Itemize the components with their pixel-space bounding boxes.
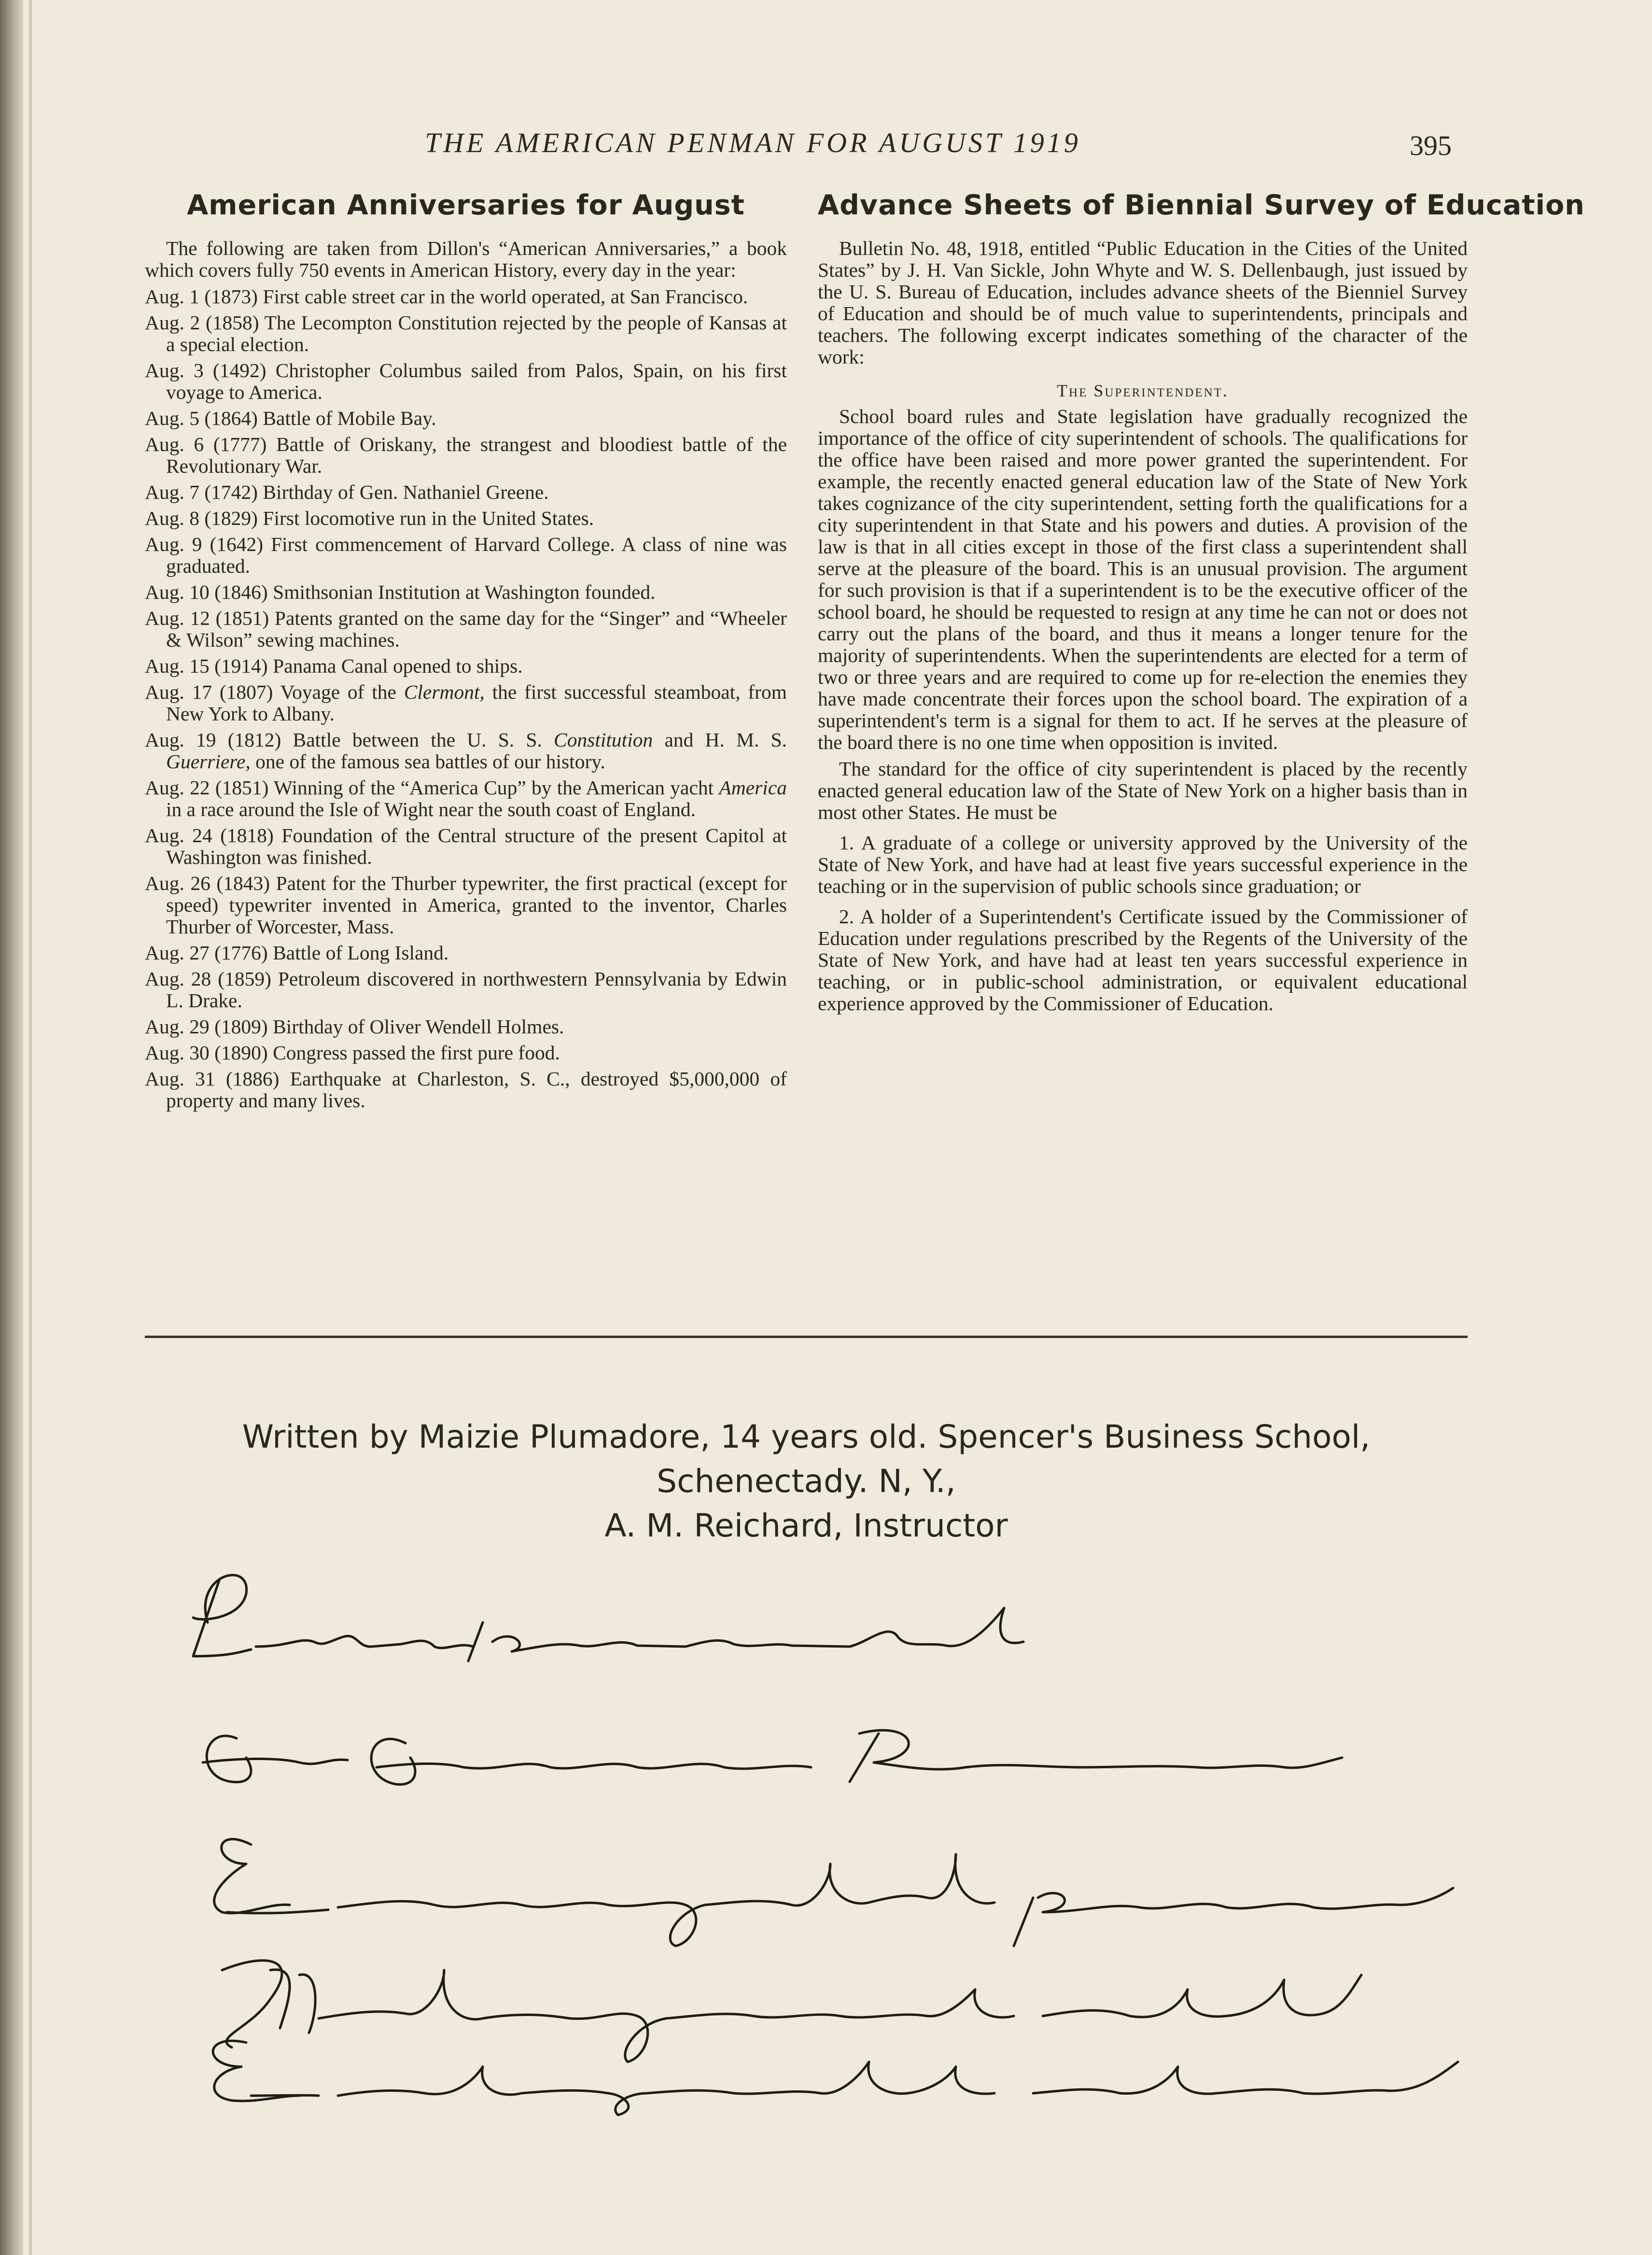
entry-text: Aug. 17 (1807) Voyage of the (145, 681, 404, 703)
entry-text: in a race around the Isle of Wight near the south coast of England. (166, 798, 696, 820)
handwriting-specimen (174, 1564, 1487, 2125)
page-number: 395 (1410, 130, 1452, 161)
section-divider (145, 1336, 1468, 1338)
page-binding-line (29, 0, 32, 2255)
entry-italic: America (719, 776, 787, 799)
entry-text: Aug. 19 (1812) Battle between the U. S. S. (145, 729, 554, 751)
survey-paragraph: The standard for the office of city superintendent is placed by the recently enacted general education law of the State of New York on a higher basis than in most other States. He must be (818, 758, 1468, 823)
anniversaries-intro: The following are taken from Dillon's “American Anniversaries,” a book which covers fully 750 events in American History, every day in the year: (145, 237, 787, 281)
credit-line-1: Written by Maizie Plumadore, 14 years old. Spencer's Business School, Schenectady. N, Y., (242, 1418, 1371, 1500)
anniversary-entry: Aug. 1 (1873) First cable street car in the world operated, at San Francisco. (145, 285, 748, 308)
anniversary-entry: Aug. 10 (1846) Smithsonian Institution at Washington founded. (145, 581, 656, 603)
anniversary-entry: Aug. 9 (1642) First commencement of Harvard College. A class of nine was graduated. (145, 533, 787, 577)
anniversary-entry-aug17 (145, 681, 787, 725)
specimen-credit (145, 1415, 1468, 1548)
anniversary-entry: Aug. 30 (1890) Congress passed the first pure food. (145, 1042, 560, 1064)
anniversary-entry: Aug. 26 (1843) Patent for the Thurber typewriter, the first practical (except for speed) typewriter invented in America, granted to the inventor, Charles Thurber of Worcester, Mass. (145, 872, 787, 938)
running-head: THE AMERICAN PENMAN FOR AUGUST 1919 (425, 127, 1081, 158)
anniversary-entry: Aug. 28 (1859) Petroleum discovered in northwestern Pennsylvania by Edwin L. Drake. (145, 968, 787, 1012)
survey-item: 2. A holder of a Superintendent's Certificate issued by the Commissioner of Education under regulations prescribed by the Regents of the University of the State of New York, and have had at least ten years successful experience in teaching, or in public-school administration, or equivalent educational experience approved by the Commissioner of Education. (818, 905, 1468, 1015)
anniversary-entry: Aug. 15 (1914) Panama Canal opened to ships. (145, 655, 523, 677)
entry-text: Aug. 22 (1851) Winning of the “America Cup” by the American yacht (145, 776, 719, 799)
entry-italic: Clermont, (404, 681, 485, 703)
anniversary-entry: Aug. 12 (1851) Patents granted on the same day for the “Singer” and “Wheeler & Wilson” sewing machines. (145, 607, 787, 651)
page-binding-edge (0, 0, 23, 2255)
anniversary-entry: Aug. 29 (1809) Birthday of Oliver Wendell Holmes. (145, 1015, 564, 1038)
anniversary-entry-aug22 (145, 777, 787, 820)
entry-italic: Guerriere, (166, 750, 251, 773)
survey-title: Advance Sheets of Biennial Survey of Education (818, 189, 1585, 221)
left-column (145, 189, 787, 1116)
survey-intro: Bulletin No. 48, 1918, entitled “Public Education in the Cities of the United States” by J. H. Van Sickle, John Whyte and W. S. Dellenbaugh, just issued by the U. S. Bureau of Education, includes advance sheets of the Bienniel Survey of Education and should be of much value to superintendents, principals and teachers. The following excerpt indicates something of the character of the work: (818, 237, 1468, 368)
entry-text: and H. M. S. (653, 729, 787, 751)
anniversary-entry-aug19 (145, 729, 787, 773)
credit-line-2: A. M. Reichard, Instructor (604, 1507, 1008, 1544)
entry-text: the first successful steamboat, from New York to Albany. (166, 681, 787, 725)
anniversary-entry: Aug. 2 (1858) The Lecompton Constitution rejected by the people of Kansas at a special election. (145, 311, 787, 355)
survey-item: 1. A graduate of a college or university approved by the University of the State of New York, and have had at least five years successful experience in the teaching or in the supervision of public schools since graduation; or (818, 832, 1468, 897)
anniversary-entry: Aug. 7 (1742) Birthday of Gen. Nathaniel Greene. (145, 481, 549, 503)
anniversary-entry: Aug. 31 (1886) Earthquake at Charleston, S. C., destroyed $5,000,000 of property and many lives. (145, 1068, 787, 1112)
anniversaries-title: American Anniversaries for August (187, 189, 745, 221)
survey-paragraph: School board rules and State legislation have gradually recognized the importance of the office of city superintendent of schools. The qualifications for the office have been raised and more power granted the superintendent. For example, the recently enacted general education law of the State of New York takes cognizance of the city superintendent, setting forth the qualifications for a city superintendent in that State and his powers and duties. A provision of the law is that in all cities except in those of the first class a superintendent shall serve at the pleasure of the board. This is an unusual provision. The argument for such provision is that if a superintendent is to be the executive officer of the school board, he should be requested to resign at any time he can not or does not carry out the plans of the board, and thus it means a longer tenure for the majority of superintendents. When the superintendents are elected for a term of two or three years and are required to come up for re-election the enemies they have made concentrate their forces upon the school board. The expiration of a superintendent's term is a signal for them to act. If he serves at the pleasure of the board there is no one time when opposition is invited. (818, 405, 1468, 753)
anniversary-entry: Aug. 5 (1864) Battle of Mobile Bay. (145, 407, 436, 429)
entry-text: one of the famous sea battles of our history. (250, 750, 605, 773)
right-column (818, 189, 1585, 1019)
anniversary-entry: Aug. 27 (1776) Battle of Long Island. (145, 942, 449, 964)
entry-italic: Constitution (554, 729, 653, 751)
anniversary-entry: Aug. 8 (1829) First locomotive run in the United States. (145, 507, 594, 529)
superintendent-subhead: The Superintendent. (1057, 381, 1229, 400)
anniversary-entry: Aug. 24 (1818) Foundation of the Central structure of the present Capitol at Washington was finished. (145, 824, 787, 868)
anniversary-entry: Aug. 6 (1777) Battle of Oriskany, the strangest and bloodiest battle of the Revolutionary War. (145, 433, 787, 477)
anniversary-entry: Aug. 3 (1492) Christopher Columbus sailed from Palos, Spain, on his first voyage to America. (145, 359, 787, 403)
